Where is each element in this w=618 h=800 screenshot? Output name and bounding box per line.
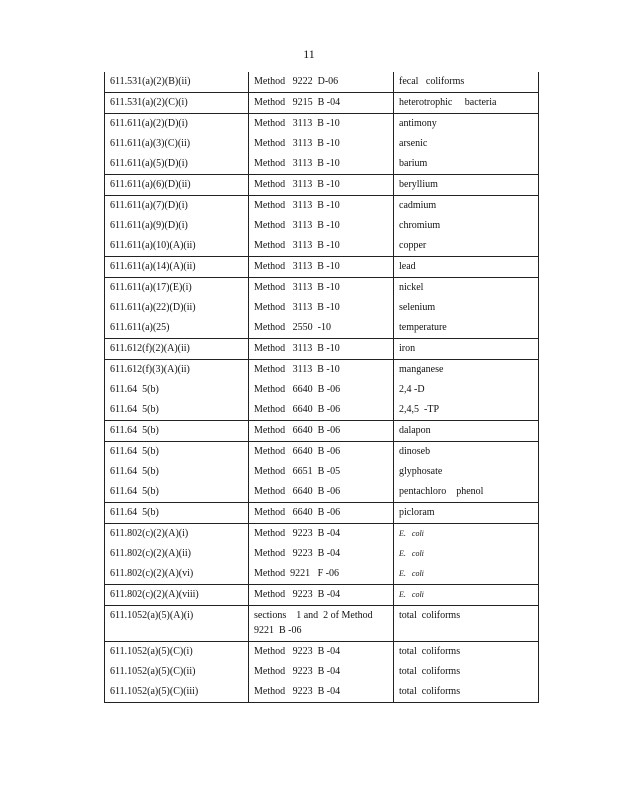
method-cell: Method 9223 B -04 (249, 682, 394, 703)
table-row (105, 278, 539, 299)
section-cell: 611.64 5(b) (105, 400, 249, 421)
table-row (105, 298, 539, 318)
table-row (105, 175, 539, 196)
method-cell: Method 9223 B -04 (249, 642, 394, 663)
table-row (105, 503, 539, 524)
table-row (105, 662, 539, 682)
analyte-cell: barium (394, 154, 539, 175)
section-cell: 611.611(a)(17)(E)(i) (105, 278, 249, 299)
method-cell: Method 3113 B -10 (249, 339, 394, 360)
method-cell: Method 3113 B -10 (249, 278, 394, 299)
method-cell: Method 6640 B -06 (249, 503, 394, 524)
analyte-cell: selenium (394, 298, 539, 318)
table-row (105, 236, 539, 257)
section-cell: 611.1052(a)(5)(C)(i) (105, 642, 249, 663)
table-row (105, 421, 539, 442)
method-cell: Method 3113 B -10 (249, 154, 394, 175)
table-row (105, 257, 539, 278)
section-cell: 611.1052(a)(5)(C)(iii) (105, 682, 249, 703)
analyte-cell: E. coli (394, 544, 539, 564)
analyte-cell: total coliforms (394, 682, 539, 703)
method-cell: Method 3113 B -10 (249, 257, 394, 278)
method-cell: Method 3113 B -10 (249, 134, 394, 154)
table-row (105, 544, 539, 564)
analyte-cell: picloram (394, 503, 539, 524)
table-row (105, 606, 539, 642)
table-row (105, 380, 539, 400)
analyte-cell: cadmium (394, 196, 539, 217)
method-cell: Method 9215 B -04 (249, 93, 394, 114)
section-cell: 611.531(a)(2)(B)(ii) (105, 72, 249, 93)
analyte-cell: beryllium (394, 175, 539, 196)
table-row (105, 196, 539, 217)
method-cell: Method 3113 B -10 (249, 236, 394, 257)
table-row (105, 360, 539, 381)
table-row (105, 339, 539, 360)
analyte-cell: 2,4 -D (394, 380, 539, 400)
table-row (105, 482, 539, 503)
section-cell: 611.531(a)(2)(C)(i) (105, 93, 249, 114)
method-cell: Method 9223 B -04 (249, 524, 394, 545)
analyte-cell: copper (394, 236, 539, 257)
method-cell: Method 6640 B -06 (249, 380, 394, 400)
analyte-cell: dalapon (394, 421, 539, 442)
table-row (105, 134, 539, 154)
section-cell: 611.611(a)(6)(D)(ii) (105, 175, 249, 196)
analyte-cell: E. coli (394, 524, 539, 545)
section-cell: 611.64 5(b) (105, 503, 249, 524)
method-cell: Method 9223 B -04 (249, 585, 394, 606)
table-row (105, 442, 539, 463)
table-row (105, 318, 539, 339)
section-cell: 611.611(a)(9)(D)(i) (105, 216, 249, 236)
analyte-cell: lead (394, 257, 539, 278)
table-row (105, 216, 539, 236)
analyte-cell: E. coli (394, 564, 539, 585)
analyte-cell: heterotrophic bacteria (394, 93, 539, 114)
method-cell: Method 6640 B -06 (249, 482, 394, 503)
section-cell: 611.64 5(b) (105, 421, 249, 442)
analyte-cell: total coliforms (394, 662, 539, 682)
section-cell: 611.611(a)(22)(D)(ii) (105, 298, 249, 318)
table-body (105, 72, 539, 703)
method-cell: Method 6640 B -06 (249, 421, 394, 442)
section-cell: 611.64 5(b) (105, 462, 249, 482)
analyte-cell: manganese (394, 360, 539, 381)
method-cell: sections 1 and 2 of Method 9221 B -06 (249, 606, 394, 642)
analyte-cell: dinoseb (394, 442, 539, 463)
table-row (105, 524, 539, 545)
analyte-cell: total coliforms (394, 642, 539, 663)
section-cell: 611.611(a)(10)(A)(ii) (105, 236, 249, 257)
section-cell: 611.611(a)(5)(D)(i) (105, 154, 249, 175)
method-cell: Method 3113 B -10 (249, 175, 394, 196)
section-cell: 611.802(c)(2)(A)(vi) (105, 564, 249, 585)
analyte-cell: pentachloro phenol (394, 482, 539, 503)
method-cell: Method 9221 F -06 (249, 564, 394, 585)
analyte-cell: E. coli (394, 585, 539, 606)
method-cell: Method 9223 B -04 (249, 662, 394, 682)
method-cell: Method 3113 B -10 (249, 360, 394, 381)
table-row (105, 93, 539, 114)
table-row (105, 564, 539, 585)
table-row (105, 682, 539, 703)
analyte-cell: temperature (394, 318, 539, 339)
table-row (105, 114, 539, 135)
section-cell: 611.802(c)(2)(A)(ii) (105, 544, 249, 564)
analyte-cell: fecal coliforms (394, 72, 539, 93)
section-cell: 611.1052(a)(5)(A)(i) (105, 606, 249, 642)
table-row (105, 400, 539, 421)
method-cell: Method 6640 B -06 (249, 400, 394, 421)
method-cell: Method 3113 B -10 (249, 114, 394, 135)
analyte-cell: 2,4,5 -TP (394, 400, 539, 421)
analyte-cell: nickel (394, 278, 539, 299)
section-cell: 611.64 5(b) (105, 380, 249, 400)
section-cell: 611.612(f)(3)(A)(ii) (105, 360, 249, 381)
section-cell: 611.611(a)(25) (105, 318, 249, 339)
section-cell: 611.611(a)(7)(D)(i) (105, 196, 249, 217)
method-cell: Method 9223 B -04 (249, 544, 394, 564)
section-cell: 611.611(a)(14)(A)(ii) (105, 257, 249, 278)
method-cell: Method 3113 B -10 (249, 298, 394, 318)
analyte-cell: iron (394, 339, 539, 360)
section-cell: 611.1052(a)(5)(C)(ii) (105, 662, 249, 682)
analyte-cell: glyphosate (394, 462, 539, 482)
section-cell: 611.64 5(b) (105, 482, 249, 503)
table-row (105, 585, 539, 606)
table-row (105, 462, 539, 482)
method-cell: Method 3113 B -10 (249, 216, 394, 236)
table-row (105, 642, 539, 663)
page-number: 11 (303, 47, 315, 61)
analyte-cell: chromium (394, 216, 539, 236)
analyte-cell: arsenic (394, 134, 539, 154)
section-cell: 611.802(c)(2)(A)(viii) (105, 585, 249, 606)
analyte-cell: antimony (394, 114, 539, 135)
section-cell: 611.611(a)(3)(C)(ii) (105, 134, 249, 154)
regulation-method-table (104, 72, 539, 703)
method-cell: Method 9222 D-06 (249, 72, 394, 93)
method-cell: Method 3113 B -10 (249, 196, 394, 217)
table-row (105, 154, 539, 175)
section-cell: 611.64 5(b) (105, 442, 249, 463)
table-row (105, 72, 539, 93)
analyte-cell: total coliforms (394, 606, 539, 642)
section-cell: 611.611(a)(2)(D)(i) (105, 114, 249, 135)
section-cell: 611.802(c)(2)(A)(i) (105, 524, 249, 545)
section-cell: 611.612(f)(2)(A)(ii) (105, 339, 249, 360)
method-cell: Method 2550 -10 (249, 318, 394, 339)
method-cell: Method 6651 B -05 (249, 462, 394, 482)
method-cell: Method 6640 B -06 (249, 442, 394, 463)
